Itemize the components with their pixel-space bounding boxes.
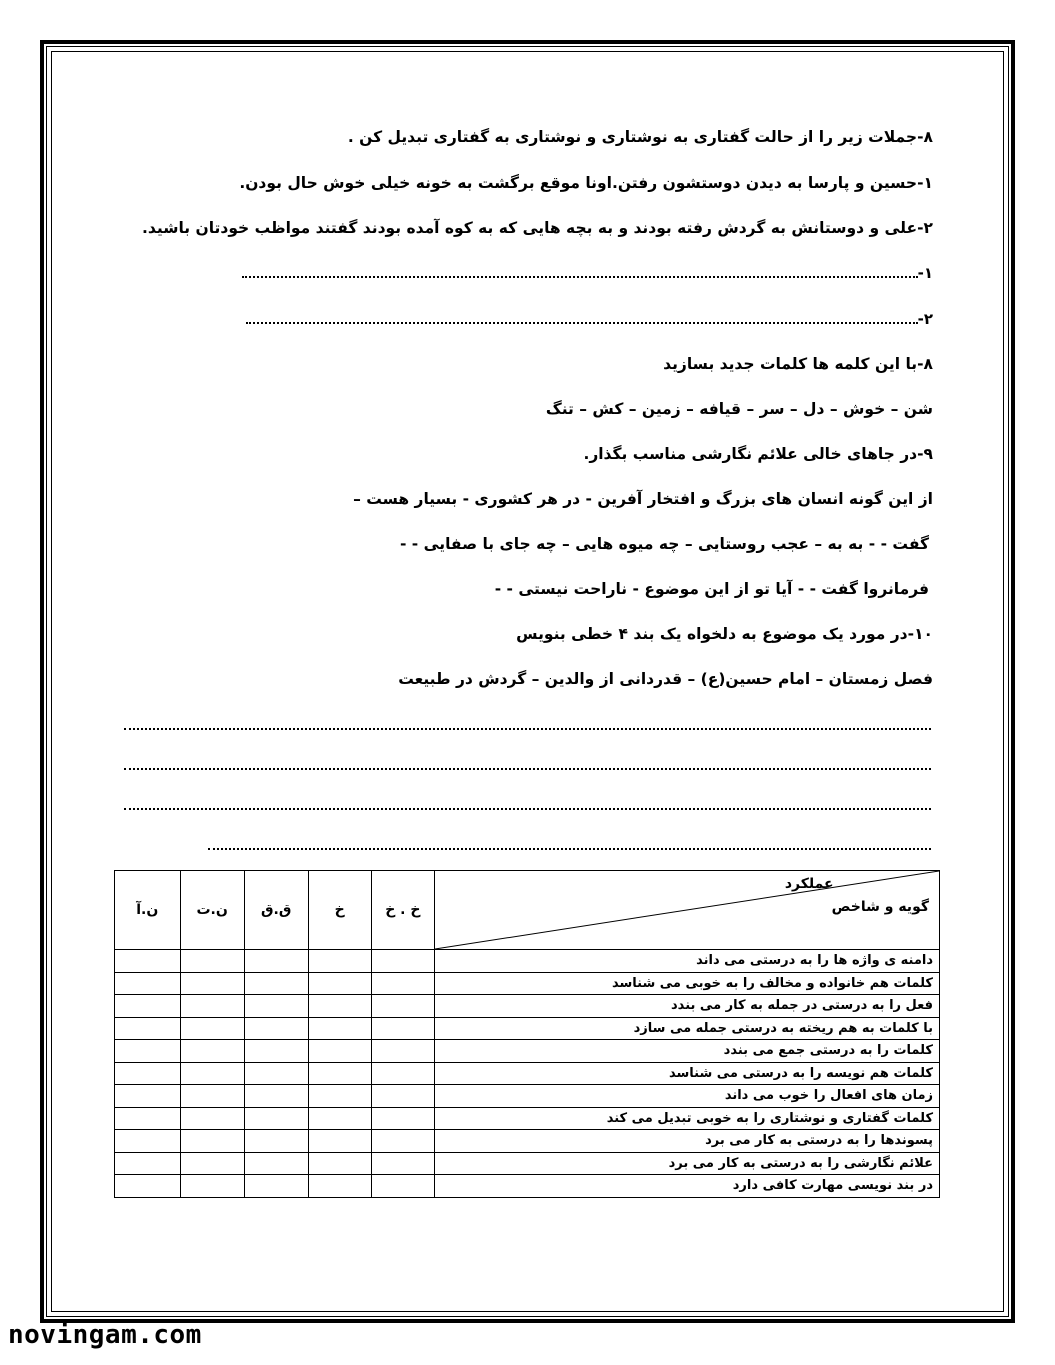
grade-cell[interactable] xyxy=(180,1085,244,1108)
table-row xyxy=(115,1175,940,1198)
exercise9-line-3: فرمانروا گفت - - آیا تو از این موضوع - ناراحت نیستی - - xyxy=(494,580,929,598)
exercise9-line-2: گفت - - به به – عجب روستایی – چه میوه هایی – چه جای با صفایی - - xyxy=(399,535,929,553)
grade-cell[interactable] xyxy=(308,995,371,1018)
exercise8-sentence-1: ۱-حسین و پارسا به دیدن دوستشون رفتن.اونا موقع برگشت به خونه خیلی خوش حال بودن. xyxy=(239,174,933,192)
grade-cell[interactable] xyxy=(308,1085,371,1108)
grade-cell[interactable] xyxy=(308,1040,371,1063)
table-row xyxy=(115,1062,940,1085)
grade-cell[interactable] xyxy=(115,1152,181,1175)
grade-cell[interactable] xyxy=(244,1130,308,1153)
grade-cell[interactable] xyxy=(308,972,371,995)
criterion-text: با کلمات به هم ریخته به درستی جمله می سازد xyxy=(434,1017,939,1040)
grade-cell[interactable] xyxy=(371,1175,434,1198)
writing-line-3[interactable] xyxy=(124,808,931,810)
table-row xyxy=(115,972,940,995)
grade-cell[interactable] xyxy=(180,995,244,1018)
grade-cell[interactable] xyxy=(308,1017,371,1040)
grade-cell[interactable] xyxy=(244,1152,308,1175)
grade-cell[interactable] xyxy=(180,972,244,995)
grade-cell[interactable] xyxy=(244,1017,308,1040)
criterion-text: کلمات گفتاری و نوشتاری را به خوبی تبدیل می کند xyxy=(434,1107,939,1130)
grade-cell[interactable] xyxy=(180,1062,244,1085)
table-row xyxy=(115,1085,940,1108)
grade-cell[interactable] xyxy=(115,1107,181,1130)
grade-cell[interactable] xyxy=(371,1040,434,1063)
grade-cell[interactable] xyxy=(371,1085,434,1108)
site-watermark: novingam.com xyxy=(8,1320,202,1350)
answer-line-1[interactable] xyxy=(233,264,933,282)
grade-cell[interactable] xyxy=(244,972,308,995)
grade-cell[interactable] xyxy=(308,950,371,973)
grade-cell[interactable] xyxy=(371,1152,434,1175)
grade-cell[interactable] xyxy=(371,1107,434,1130)
table-row xyxy=(115,1040,940,1063)
exercise9-instruction: ۹-در جاهای خالی علائم نگارشی مناسب بگذار. xyxy=(583,445,933,463)
grade-cell[interactable] xyxy=(244,1175,308,1198)
table-row xyxy=(115,1130,940,1153)
criterion-text: کلمات هم نویسه را به درستی می شناسد xyxy=(434,1062,939,1085)
column-header-excellent: خ . خ xyxy=(371,871,434,950)
grade-cell[interactable] xyxy=(115,1085,181,1108)
header-criteria: گویه و شاخص xyxy=(831,899,929,915)
criterion-text: علائم نگارشی را به درستی به کار می برد xyxy=(434,1152,939,1175)
table-row xyxy=(115,995,940,1018)
answer-2-dotted-blank xyxy=(246,312,918,324)
criterion-text: دامنه ی واژه ها را به درستی می داند xyxy=(434,950,939,973)
grade-cell[interactable] xyxy=(115,1017,181,1040)
assessment-table xyxy=(114,870,940,1198)
grade-cell[interactable] xyxy=(371,995,434,1018)
grade-cell[interactable] xyxy=(180,1130,244,1153)
grade-cell[interactable] xyxy=(180,1040,244,1063)
grade-cell[interactable] xyxy=(115,950,181,973)
exercise8-sentence-2: ۲-علی و دوستانش به گردش رفته بودند و به بچه هایی که به کوه آمده بودند گفتند مواظب خودتان باشید. xyxy=(142,219,933,237)
table-diagonal-header xyxy=(434,871,939,950)
column-header-acceptable: ق.ق xyxy=(244,871,308,950)
table-row xyxy=(115,1017,940,1040)
answer-1-label: ۱- xyxy=(917,264,933,282)
criterion-text: فعل را به درستی در جمله به کار می بندد xyxy=(434,995,939,1018)
grade-cell[interactable] xyxy=(371,950,434,973)
criterion-text: زمان های افعال را خوب می داند xyxy=(434,1085,939,1108)
grade-cell[interactable] xyxy=(244,1062,308,1085)
grade-cell[interactable] xyxy=(180,1107,244,1130)
answer-line-2[interactable] xyxy=(233,310,933,328)
grade-cell[interactable] xyxy=(308,1062,371,1085)
header-performance: عملکرد xyxy=(784,876,834,892)
answer-2-label: ۲- xyxy=(917,310,933,328)
grade-cell[interactable] xyxy=(371,1017,434,1040)
criterion-text: پسوندها را به درستی به کار می برد xyxy=(434,1130,939,1153)
exercise8-instruction: ۸-جملات زیر را از حالت گفتاری به نوشتاری و نوشتاری به گفتاری تبدیل کن . xyxy=(347,128,933,146)
grade-cell[interactable] xyxy=(180,1152,244,1175)
answer-1-dotted-blank xyxy=(242,266,918,278)
exercise8b-words: شن – خوش – دل – سر – قیافه – زمین – کش – تنگ xyxy=(545,400,933,418)
grade-cell[interactable] xyxy=(244,950,308,973)
criterion-text: کلمات هم خانواده و مخالف را به خوبی می شناسد xyxy=(434,972,939,995)
grade-cell[interactable] xyxy=(115,995,181,1018)
exercise9-line-1: از این گونه انسان های بزرگ و افتخار آفرین - در هر کشوری - بسیار هست – xyxy=(353,490,933,508)
column-header-needs-practice: ن.آ xyxy=(115,871,181,950)
table-row xyxy=(115,1107,940,1130)
column-header-good: خ xyxy=(308,871,371,950)
grade-cell[interactable] xyxy=(115,1130,181,1153)
grade-cell[interactable] xyxy=(115,1062,181,1085)
exercise10-topics: فصل زمستان – امام حسین(ع) – قدردانی از والدین – گردش در طبیعت xyxy=(398,670,933,688)
grade-cell[interactable] xyxy=(115,1040,181,1063)
criterion-text: در بند نویسی مهارت کافی دارد xyxy=(434,1175,939,1198)
writing-line-4[interactable] xyxy=(208,848,931,850)
grade-cell[interactable] xyxy=(308,1130,371,1153)
grade-cell[interactable] xyxy=(244,1107,308,1130)
grade-cell[interactable] xyxy=(180,1175,244,1198)
table-row xyxy=(115,1152,940,1175)
exercise10-instruction: ۱۰-در مورد یک موضوع به دلخواه یک بند ۴ خطی بنویس xyxy=(516,625,933,643)
grade-cell[interactable] xyxy=(371,1130,434,1153)
grade-cell[interactable] xyxy=(115,972,181,995)
grade-cell[interactable] xyxy=(244,1085,308,1108)
grade-cell[interactable] xyxy=(308,1175,371,1198)
grade-cell[interactable] xyxy=(115,1175,181,1198)
table-row xyxy=(115,950,940,973)
criterion-text: کلمات را به درستی جمع می بندد xyxy=(434,1040,939,1063)
grade-cell[interactable] xyxy=(180,950,244,973)
grade-cell[interactable] xyxy=(371,1062,434,1085)
grade-cell[interactable] xyxy=(308,1152,371,1175)
column-header-needs-effort: ن.ت xyxy=(180,871,244,950)
grade-cell[interactable] xyxy=(244,995,308,1018)
grade-cell[interactable] xyxy=(308,1107,371,1130)
writing-line-1[interactable] xyxy=(124,728,931,730)
grade-cell[interactable] xyxy=(180,1017,244,1040)
writing-line-2[interactable] xyxy=(124,768,931,770)
grade-cell[interactable] xyxy=(244,1040,308,1063)
grade-cell[interactable] xyxy=(371,972,434,995)
exercise8b-instruction: ۸-با این کلمه ها کلمات جدید بسازید xyxy=(663,355,933,373)
